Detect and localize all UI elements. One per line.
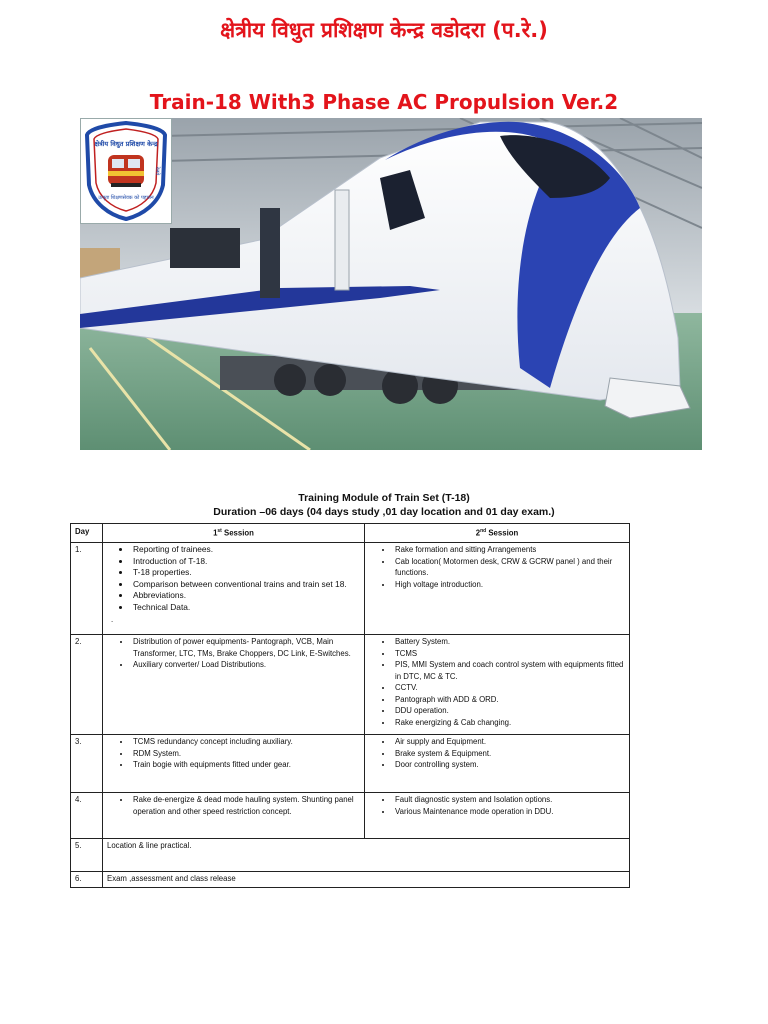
session-item: • Door controlling system. <box>393 759 625 771</box>
first-session-cell <box>103 793 365 839</box>
table-header-row <box>71 524 630 543</box>
session-item: • Technical Data. <box>131 602 360 614</box>
session-item: • Abbreviations. <box>131 590 360 602</box>
second-session-cell <box>365 635 630 735</box>
day-number: 6. <box>71 872 103 888</box>
first-session-cell <box>103 543 365 635</box>
table-row <box>71 735 630 793</box>
logo-bottom-text: उत्कृष्ट शिक्षणसेवक को पहचान <box>98 195 154 201</box>
session-item: • T-18 properties. <box>131 567 360 579</box>
first-session-cell <box>103 635 365 735</box>
session-item: • Brake system & Equipment. <box>393 748 625 760</box>
second-session-cell <box>365 793 630 839</box>
day-number: 5. <box>71 839 103 872</box>
session-item: • Rake energizing & Cab changing. <box>393 717 625 729</box>
session-item: • DDU operation. <box>393 705 625 717</box>
session-item: • Various Maintenance mode operation in DDU. <box>393 806 625 818</box>
second-session-cell <box>365 735 630 793</box>
session-item: • Battery System. <box>393 636 625 648</box>
table-row <box>71 543 630 635</box>
session-item: • Introduction of T-18. <box>131 556 360 568</box>
day-number: 3. <box>71 735 103 793</box>
header-first-session: 1st Session <box>103 524 365 543</box>
module-duration: Duration –06 days (04 days study ,01 day location and 01 day exam.) <box>213 506 555 518</box>
session-item: • Fault diagnostic system and Isolation options. <box>393 794 625 806</box>
session-item: • Reporting of trainees. <box>131 544 360 556</box>
full-day-cell: Location & line practical. <box>103 839 630 872</box>
header-second-session: 2nd Session <box>365 524 630 543</box>
session-item: • TCMS <box>393 648 625 660</box>
full-day-cell: Exam ,assessment and class release <box>103 872 630 888</box>
table-row <box>71 872 630 888</box>
institute-logo <box>80 118 172 224</box>
day-number: 2. <box>71 635 103 735</box>
table-row <box>71 635 630 735</box>
session-item: • Distribution of power equipments- Pantograph, VCB, Main Transformer, LTC, TMs, Brake Choppers, DC Link, E-Switches. <box>131 636 360 659</box>
table-row <box>71 839 630 872</box>
session-item: • Rake formation and sitting Arrangements <box>393 544 625 556</box>
second-session-cell <box>365 543 630 635</box>
session-item: • Pantograph with ADD & ORD. <box>393 694 625 706</box>
logo-side-text: रेलवे <box>154 166 160 176</box>
session-item: • PIS, MMI System and coach control system with equipments fitted in DTC, MC & TC. <box>393 659 625 682</box>
session-item: • Train bogie with equipments fitted under gear. <box>131 759 360 771</box>
logo-top-text: क्षेत्रीय विधुत प्रशिक्षण केन्द्र <box>94 140 158 148</box>
day-number: 4. <box>71 793 103 839</box>
first-session-cell <box>103 735 365 793</box>
hindi-institute-title: क्षेत्रीय विधुत प्रशिक्षण केन्द्र वडोदरा (प.रे.) <box>220 18 548 42</box>
document-main-title: Train-18 With3 Phase AC Propulsion Ver.2 <box>149 90 619 114</box>
session-item: • CCTV. <box>393 682 625 694</box>
session-item: • High voltage introduction. <box>393 579 625 591</box>
training-schedule-table <box>70 523 630 888</box>
session-item: • TCMS redundancy concept including auxiliary. <box>131 736 360 748</box>
module-title: Training Module of Train Set (T-18) <box>298 492 470 504</box>
session-item: • Air supply and Equipment. <box>393 736 625 748</box>
session-item: • Auxiliary converter/ Load Distributions. <box>131 659 360 671</box>
session-item: • Rake de-energize & dead mode hauling system. Shunting panel operation and other speed restriction concept. <box>131 794 360 817</box>
session-item: • RDM System. <box>131 748 360 760</box>
day-number: 1. <box>71 543 103 635</box>
header-day: Day <box>71 524 103 543</box>
train-photo <box>80 118 702 450</box>
table-row <box>71 793 630 839</box>
session-item: • Comparison between conventional trains and train set 18. <box>131 579 360 591</box>
session-item: • Cab location( Motormen desk, CRW & GCRW panel ) and their functions. <box>393 556 625 579</box>
cell-trailing-mark: . <box>111 614 114 624</box>
